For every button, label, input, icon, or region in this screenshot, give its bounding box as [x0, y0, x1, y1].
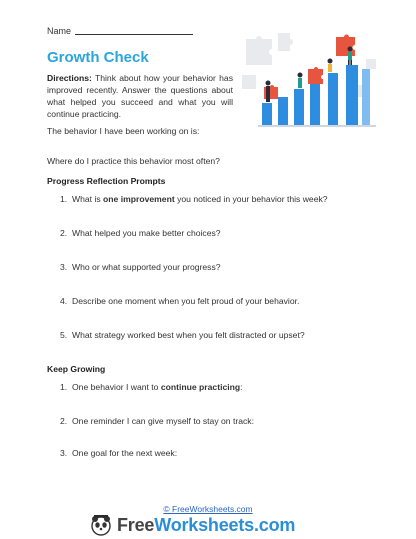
item-number: 1. — [60, 382, 68, 392]
item-number: 1. — [60, 194, 68, 204]
logo-free: Free — [117, 514, 155, 535]
reflection-item-3 — [60, 262, 221, 272]
name-label: Name — [47, 26, 72, 36]
practice-prompt: Where do I practice this behavior most often? — [47, 156, 220, 166]
reflection-item-4 — [60, 296, 299, 306]
name-line[interactable] — [75, 26, 193, 35]
item-text-pre: What is — [72, 194, 104, 204]
item-text-pre: One behavior I want to — [72, 382, 161, 392]
item-number: 5. — [60, 330, 68, 340]
item-text-post: you noticed in your behavior this week? — [174, 194, 328, 204]
item-text: What strategy worked best when you felt distracted or upset? — [72, 330, 305, 340]
reflection-item-1 — [60, 194, 328, 204]
item-text: One goal for the next week: — [72, 448, 178, 458]
item-number: 2. — [60, 228, 68, 238]
growing-item-2 — [60, 416, 254, 426]
item-text: Describe one moment when you felt proud of your behavior. — [72, 296, 300, 306]
footer-logo — [90, 514, 295, 536]
footer-link[interactable]: © FreeWorksheets.com — [163, 504, 253, 514]
directions — [47, 72, 233, 120]
item-number: 3. — [60, 448, 68, 458]
logo-worksheets: Worksheets — [154, 514, 254, 535]
item-text-bold: one improvement — [103, 194, 175, 204]
section-heading-reflection: Progress Reflection Prompts — [47, 176, 166, 186]
behavior-prompt: The behavior I have been working on is: — [47, 126, 200, 136]
growth-illustration — [238, 29, 380, 129]
item-text: Who or what supported your progress? — [72, 262, 221, 272]
item-text-post: : — [240, 382, 243, 392]
directions-label: Directions: — [47, 73, 92, 83]
item-number: 4. — [60, 296, 68, 306]
item-number: 3. — [60, 262, 68, 272]
page-title: Growth Check — [47, 49, 149, 66]
item-text: What helped you make better choices? — [72, 228, 221, 238]
name-row — [47, 26, 193, 36]
logo-text — [117, 515, 295, 536]
panda-icon — [90, 514, 112, 536]
section-heading-keep-growing: Keep Growing — [47, 364, 106, 374]
reflection-item-5 — [60, 330, 305, 340]
item-text-bold: continue practicing — [160, 382, 241, 392]
logo-com: .com — [253, 514, 296, 535]
growing-item-1 — [60, 382, 243, 392]
item-number: 2. — [60, 416, 68, 426]
growing-item-3 — [60, 448, 177, 458]
directions-text: Think about how your behavior has improved recently. Answer the questions about what helped you succeed and what you will continue practicing. — [47, 73, 234, 119]
reflection-item-2 — [60, 228, 221, 238]
item-text: One reminder I can give myself to stay on track: — [72, 416, 254, 426]
red-puzzle-piece-icon — [264, 35, 355, 100]
